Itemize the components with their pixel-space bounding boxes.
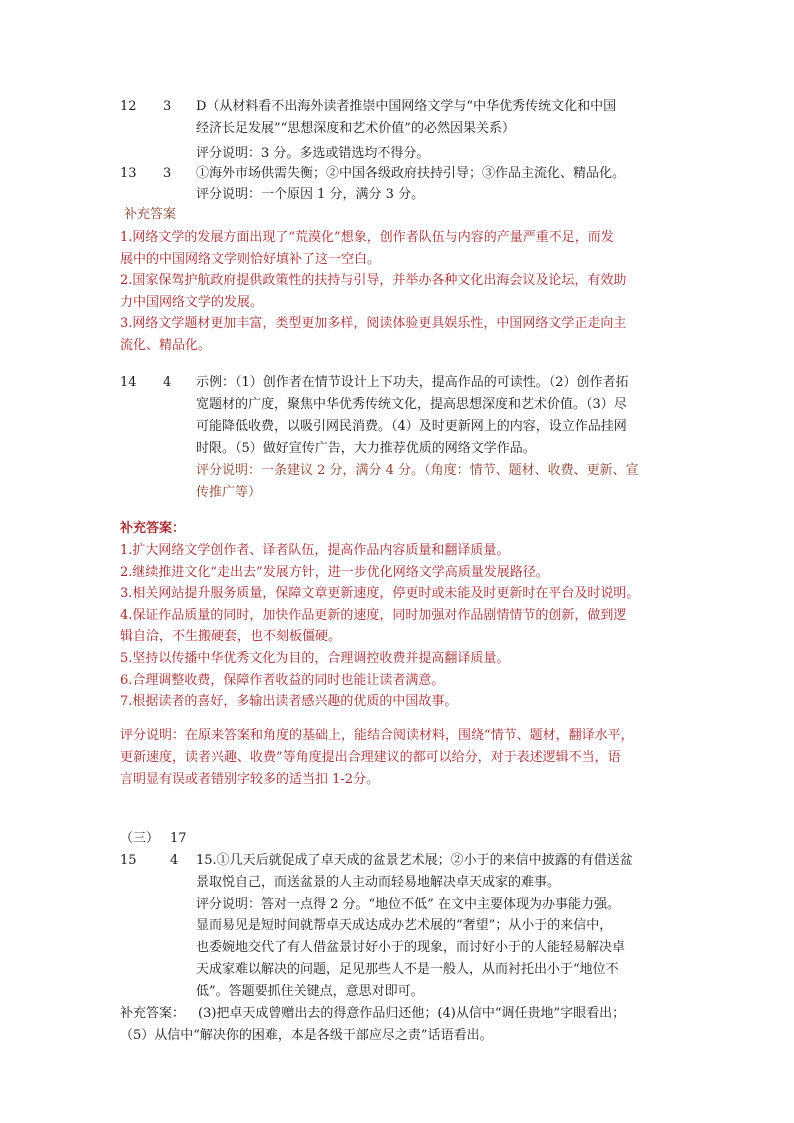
note-line: 传推广等） (196, 485, 262, 500)
supp-line: 3.网络文学题材更加丰富，类型更加多样，阅读体验更具娱乐性，中国网络文学正走向主 (120, 316, 627, 331)
scoring-line: 评分说明：在原来答案和角度的基础上，能结合阅读材料，围绕“情节、题材，翻译水平， (120, 728, 634, 743)
q13-scoring-note: 评分说明：一个原因 1 分，满分 3 分。 (196, 187, 425, 202)
answer-line: 15.①几天后就促成了卓天成的盆景艺术展；②小于的来信中披露的有借送盆 (196, 853, 633, 868)
answer-line: 显而易见是短时间就帮卓天成达成办艺术展的“奢望”；从小于的来信中， (196, 918, 613, 934)
q14-answer (196, 372, 629, 460)
answer-line: 可能降低收费，以吸引网民消费。（4）及时更新网上的内容，设立作品挂网 (196, 419, 627, 434)
answer-line: 宽题材的广度，聚焦中华优秀传统文化，提高思想深度和艺术价值。（3）尽 (196, 397, 627, 412)
supp-line: 辑自洽，不生搬硬套，也不刻板僵硬。 (120, 629, 342, 645)
supplementary-title: 补充答案： (120, 521, 186, 536)
supp-line: 1.扩大网络文学创作者、译者队伍，提高作品内容质量和翻译质量。 (120, 543, 510, 558)
supp-line: 6.合理调整收费，保障作者收益的同时也能让读者满意。 (120, 672, 445, 688)
section-number: 17 (170, 831, 187, 846)
q14-scoring-note (196, 460, 639, 504)
answer-line: 景取悦自己，而送盆景的人主动而轻易地解决卓天成家的难事。 (196, 874, 561, 890)
q12-scoring-note: 评分说明：3 分。多选或错选均不得分。 (196, 146, 430, 161)
q15-answer (196, 850, 633, 1003)
supp-line: 2.国家保驾护航政府提供政策性的扶持与引导，并举办各种文化出海会议及论坛，有效助 (120, 273, 627, 288)
supplementary-answers (120, 540, 639, 713)
supplementary-answers (120, 227, 626, 356)
q15-supplementary-line: （5）从信中“解决你的困难，本是各级干部应尽之责”话语看出。 (120, 1028, 493, 1043)
q15-supplementary-line: (3)把卓天成曾赠出去的得意作品归还他；(4)从信中“调任贵地”字眼看出； (198, 1006, 626, 1021)
scoring-line: 更新速度，读者兴趣、收费”等角度提出合理建议的都可以给分，对于表述逻辑不当，语 (120, 750, 621, 765)
answer-line: 经济长足发展”“思想深度和艺术价值”的必然因果关系） (196, 121, 515, 136)
supp-line: 2.继续推进文化“走出去”发展方针，进一步优化网络文学高质量发展路径。 (120, 564, 549, 580)
answer-line: 低”。答题要抓住关键点，意思对即可。 (196, 983, 424, 999)
question-number: 13 (120, 166, 137, 181)
section-label: （三） (120, 831, 160, 846)
question-score: 4 (170, 853, 179, 868)
answer-line: 也委婉地交代了有人借盆景讨好小于的现象，而讨好小于的人能轻易解决卓 (196, 940, 626, 956)
note-line: 评分说明：一条建议 2 分，满分 4 分。（角度：情节、题材、收费、更新、宣 (196, 463, 639, 478)
supp-line: 1.网络文学的发展方面出现了“荒漠化”想象，创作者队伍与内容的产量严重不足，而发 (120, 230, 614, 245)
q12-answer (196, 96, 616, 140)
answer-line: 示例：（1）创作者在情节设计上下功夫，提高作品的可读性。（2）创作者拓 (196, 375, 629, 390)
answer-line: 评分说明：答对一点得 2 分。“地位不低” 在文中主要体现为办事能力强。 (196, 896, 620, 912)
answer-line: D（从材料看不出海外读者推崇中国网络文学与“中华优秀传统文化和中国 (196, 99, 617, 114)
scoring-line: 言明显有误或者错别字较多的适当扣 1-2分。 (120, 772, 380, 787)
question-number: 12 (120, 99, 137, 114)
supplementary-title: 补充答案 (124, 207, 177, 222)
question-number: 15 (120, 853, 137, 868)
supp-line: 7.根据读者的喜好，多输出读者感兴趣的优质的中国故事。 (120, 694, 458, 710)
question-number: 14 (120, 375, 137, 390)
question-score: 4 (163, 375, 172, 390)
q13-answer: ①海外市场供需失衡；②中国各级政府扶持引导；③作品主流化、精品化。 (196, 166, 626, 181)
supp-line: 流化、精品化。 (120, 337, 212, 353)
q15-supplementary-label: 补充答案： (120, 1006, 186, 1021)
supp-line: 5.坚持以传播中华优秀文化为目的，合理调控收费并提高翻译质量。 (120, 650, 510, 666)
answer-line: 天成家难以解决的问题，足见那些人不是一般人，从而衬托出小于“地位不 (196, 961, 619, 977)
question-score: 3 (163, 99, 172, 114)
supplementary-scoring-note (120, 725, 634, 791)
supp-line: 展中的中国网络文学则恰好填补了这一空白。 (120, 251, 381, 267)
answer-line: 时限。（5）做好宣传广告，大力推荐优质的网络文学作品。 (196, 441, 536, 456)
question-score: 3 (163, 166, 172, 181)
supp-line: 力中国网络文学的发展。 (120, 294, 264, 310)
supp-line: 4.保证作品质量的同时，加快作品更新的速度，同时加强对作品剧情情节的创新，做到逻 (120, 607, 627, 623)
supp-line: 3.相关网站提升服务质量，保障文章更新速度，停更时或未能及时更新时在平台及时说明。 (120, 586, 640, 602)
